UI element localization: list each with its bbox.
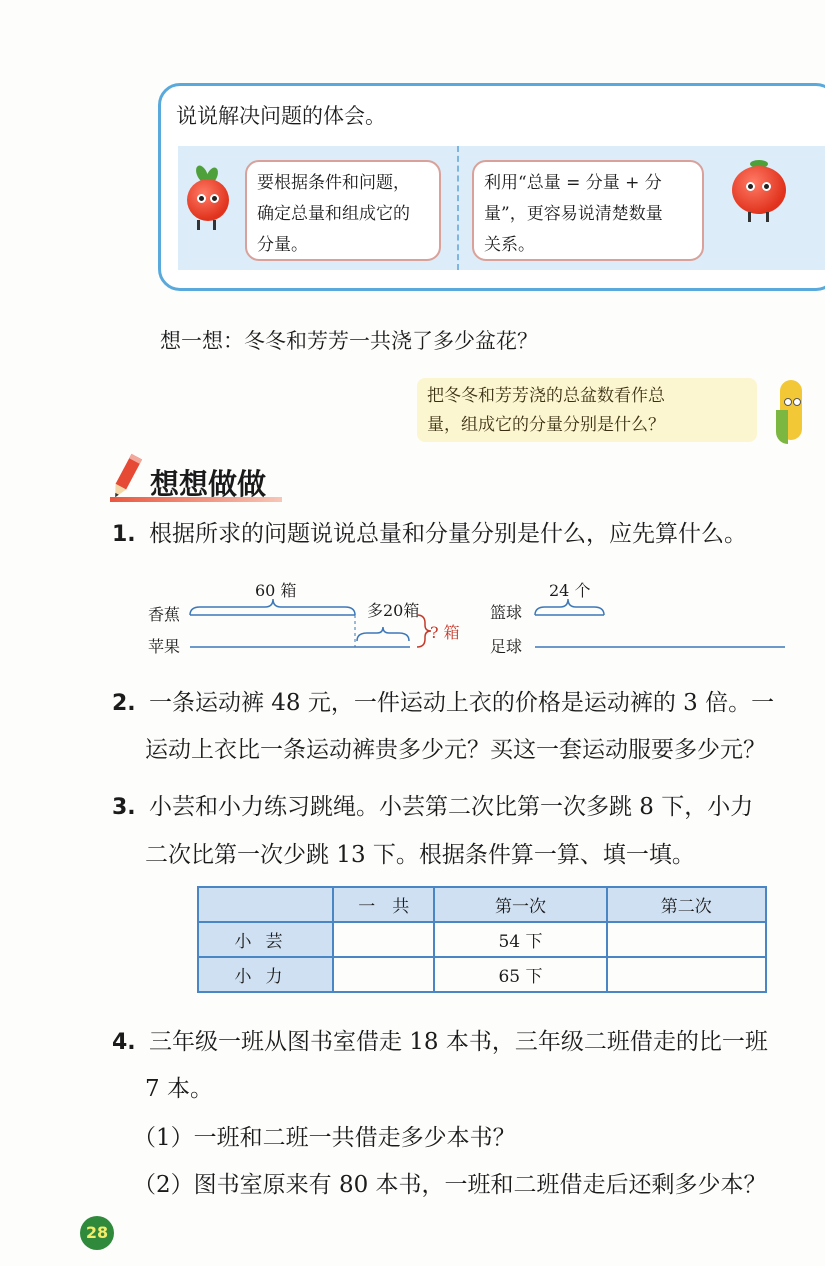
radish-character-icon xyxy=(183,165,233,231)
bubble-line: 要根据条件和问题， xyxy=(257,173,410,193)
question-text: 一条运动裤 48 元，一件运动上衣的价格是运动裤的 3 倍。一 xyxy=(148,690,775,716)
question-3 xyxy=(112,792,753,823)
sub-question-2: （2）图书室原来有 80 本书，一班和二班借走后还剩多少本？ xyxy=(133,1172,767,1198)
question-2-continued: 运动上衣比一条运动裤贵多少元？买这一套运动服要多少元？ xyxy=(145,737,766,763)
hint-box xyxy=(417,378,757,442)
table-row xyxy=(198,957,766,992)
reflection-title: 说说解决问题的体会。 xyxy=(176,104,386,128)
question-2 xyxy=(112,688,774,719)
jump-rope-table xyxy=(197,886,767,993)
tomato-character-icon xyxy=(728,160,790,222)
right-speech-bubble xyxy=(472,160,704,261)
diagram-extra-label: 多20箱 xyxy=(367,601,420,620)
pencil-icon xyxy=(108,452,144,502)
table-row xyxy=(198,922,766,957)
table-header xyxy=(198,887,333,922)
diagram-top-label: 60 箱 xyxy=(255,581,297,600)
question-1 xyxy=(112,519,747,550)
diagram-total-label: ? 箱 xyxy=(430,623,460,642)
answer-cell[interactable] xyxy=(333,957,434,992)
answer-cell[interactable] xyxy=(333,922,434,957)
answer-cell[interactable] xyxy=(607,922,766,957)
question-number: 1. xyxy=(112,522,136,547)
hint-line: 量，组成它的分量分别是什么？ xyxy=(427,415,665,435)
hint-line: 把冬冬和芳芳浇的总盆数看作总 xyxy=(427,386,665,406)
question-4-continued: 7 本。 xyxy=(145,1076,213,1102)
table-header: 第二次 xyxy=(607,887,766,922)
question-text: 三年级一班从图书室借走 18 本书，三年级二班借走的比一班 xyxy=(148,1029,768,1055)
left-speech-bubble xyxy=(245,160,441,261)
segment-diagram-right xyxy=(530,595,795,655)
segment-diagram-left xyxy=(185,595,435,655)
bubble-line: 确定总量和组成它的 xyxy=(257,204,410,224)
question-3-continued: 二次比第一次少跳 13 下。根据条件算一算、填一填。 xyxy=(145,842,695,868)
question-4 xyxy=(112,1027,768,1058)
diagram-top-label: 24 个 xyxy=(549,581,591,600)
section-title: 想想做做 xyxy=(150,467,267,501)
corn-character-icon xyxy=(776,380,806,456)
question-text: 根据所求的问题说说总量和分量分别是什么，应先算什么。 xyxy=(148,521,747,547)
question-number: 2. xyxy=(112,691,136,716)
sub-question-1: （1）一班和二班一共借走多少本书？ xyxy=(133,1125,516,1151)
bubble-line: 关系。 xyxy=(484,235,535,255)
bubble-line: 分量。 xyxy=(257,235,308,255)
row-label: 小力 xyxy=(198,957,333,992)
diagram-row-label: 篮球 xyxy=(490,603,523,622)
diagram-row-label: 苹果 xyxy=(148,637,181,656)
question-number: 3. xyxy=(112,795,136,820)
bubble-line: 利用“总量 = 分量 + 分 xyxy=(484,173,662,193)
think-question: 想一想：冬冬和芳芳一共浇了多少盆花？ xyxy=(160,329,538,353)
diagram-row-label: 香蕉 xyxy=(148,605,181,624)
reflection-divider xyxy=(457,146,459,270)
table-header: 第一次 xyxy=(434,887,606,922)
table-cell: 65 下 xyxy=(434,957,606,992)
diagram-row-label: 足球 xyxy=(490,637,523,656)
question-text: 小芸和小力练习跳绳。小芸第二次比第一次多跳 8 下，小力 xyxy=(148,794,754,820)
table-cell: 54 下 xyxy=(434,922,606,957)
page-number: 28 xyxy=(80,1216,114,1250)
table-header: 一 共 xyxy=(333,887,434,922)
question-number: 4. xyxy=(112,1030,136,1055)
row-label: 小芸 xyxy=(198,922,333,957)
answer-cell[interactable] xyxy=(607,957,766,992)
bubble-line: 量”，更容易说清楚数量 xyxy=(484,204,663,224)
